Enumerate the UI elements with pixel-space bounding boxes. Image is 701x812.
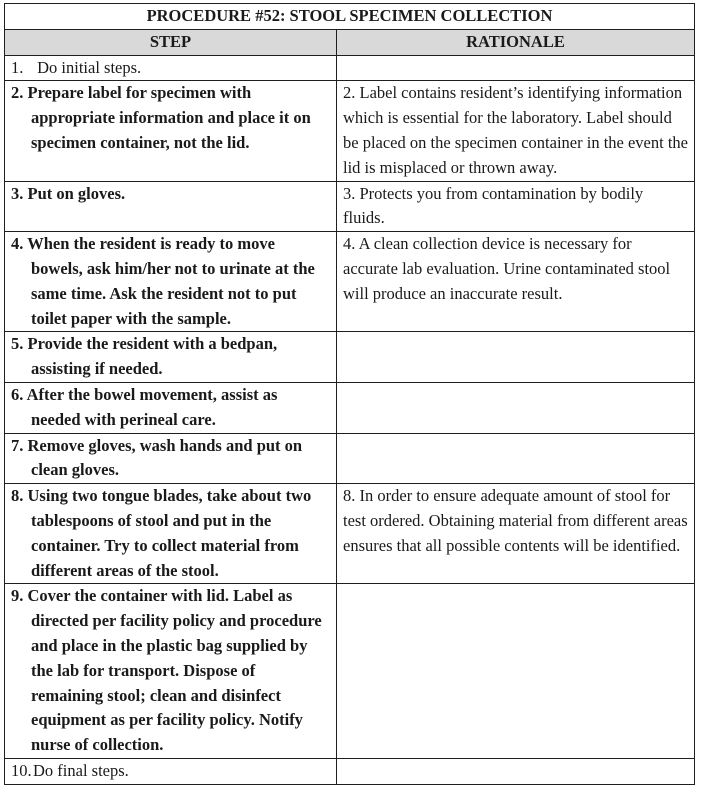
step-cell: [5, 433, 337, 484]
step-text: Remove gloves, wash hands and put on clean gloves.: [27, 435, 303, 480]
step-number: 6.: [11, 384, 24, 404]
step-content: [11, 182, 330, 207]
step-number: 2.: [11, 83, 24, 103]
step-cell: [5, 332, 337, 383]
step-content: [11, 761, 129, 780]
step-content: [11, 81, 330, 155]
rationale-cell: 8. In order to ensure adequate amount of stool for test ordered. Obtaining material from different areas ensures that all possible contents will be identified.: [337, 484, 695, 584]
step-text: Do final steps.: [33, 760, 129, 780]
table-row: [5, 232, 695, 332]
step-cell: [5, 55, 337, 81]
table-row: [5, 81, 695, 181]
step-cell: [5, 584, 337, 759]
step-number: 1.: [11, 57, 24, 77]
step-text: Provide the resident with a bedpan, assisting if needed.: [27, 334, 278, 379]
rationale-cell: [337, 433, 695, 484]
header-row: [5, 29, 695, 55]
step-cell: [5, 382, 337, 433]
step-content: [11, 332, 330, 382]
step-cell: [5, 484, 337, 584]
step-number: 4.: [11, 234, 24, 254]
table-row: [5, 332, 695, 383]
step-text: After the bowel movement, assist as needed with perineal care.: [26, 384, 278, 429]
table-row: [5, 433, 695, 484]
rationale-cell: 3. Protects you from contamination by bodily fluids.: [337, 181, 695, 232]
step-content: [11, 58, 141, 77]
rationale-cell: [337, 758, 695, 784]
step-text: Do initial steps.: [37, 57, 142, 77]
step-text: Prepare label for specimen with appropriate information and place it on specimen container, not the lid.: [27, 83, 311, 152]
step-number: 9.: [11, 586, 24, 606]
step-cell: [5, 81, 337, 181]
table-row: [5, 55, 695, 81]
rationale-cell: 4. A clean collection device is necessary for accurate lab evaluation. Urine contaminated stool will produce an inaccurate result.: [337, 232, 695, 332]
rationale-cell: [337, 382, 695, 433]
step-number: 5.: [11, 334, 24, 354]
step-number: 10.: [11, 760, 32, 780]
step-number: 8.: [11, 486, 24, 506]
step-cell: [5, 181, 337, 232]
step-content: [11, 383, 330, 433]
step-number: 7.: [11, 435, 24, 455]
step-cell: [5, 232, 337, 332]
rationale-cell: 2. Label contains resident’s identifying information which is essential for the laboratory. Label should be placed on the specimen container in the event the lid is misplaced or thrown away.: [337, 81, 695, 181]
procedure-title: PROCEDURE #52: STOOL SPECIMEN COLLECTION: [5, 4, 695, 30]
title-row: [5, 4, 695, 30]
step-text: Put on gloves.: [27, 183, 126, 203]
step-cell: [5, 758, 337, 784]
step-text: Using two tongue blades, take about two tablespoons of stool and put in the container. Try to collect material from different areas of the stool.: [27, 486, 312, 580]
step-content: [11, 232, 330, 331]
rationale-cell: [337, 332, 695, 383]
table-row: [5, 758, 695, 784]
table-row: [5, 181, 695, 232]
table-row: [5, 484, 695, 584]
step-content: [11, 584, 330, 758]
procedure-table: [4, 3, 695, 785]
step-content: [11, 434, 330, 484]
step-text: When the resident is ready to move bowels, ask him/her not to urinate at the same time. Ask the resident not to put toilet paper with the sample.: [27, 234, 315, 328]
rationale-cell: [337, 584, 695, 759]
step-text: Cover the container with lid. Label as directed per facility policy and procedure and place in the plastic bag supplied by the lab for transport. Dispose of remaining stool; clean and disinfect equipment as per facility policy. Notify nurse of collection.: [27, 586, 322, 755]
step-content: [11, 484, 330, 583]
rationale-column-header: RATIONALE: [337, 29, 695, 55]
rationale-cell: [337, 55, 695, 81]
table-row: [5, 584, 695, 759]
step-number: 3.: [11, 183, 24, 203]
procedure-rows: [5, 55, 695, 784]
step-column-header: STEP: [5, 29, 337, 55]
table-row: [5, 382, 695, 433]
